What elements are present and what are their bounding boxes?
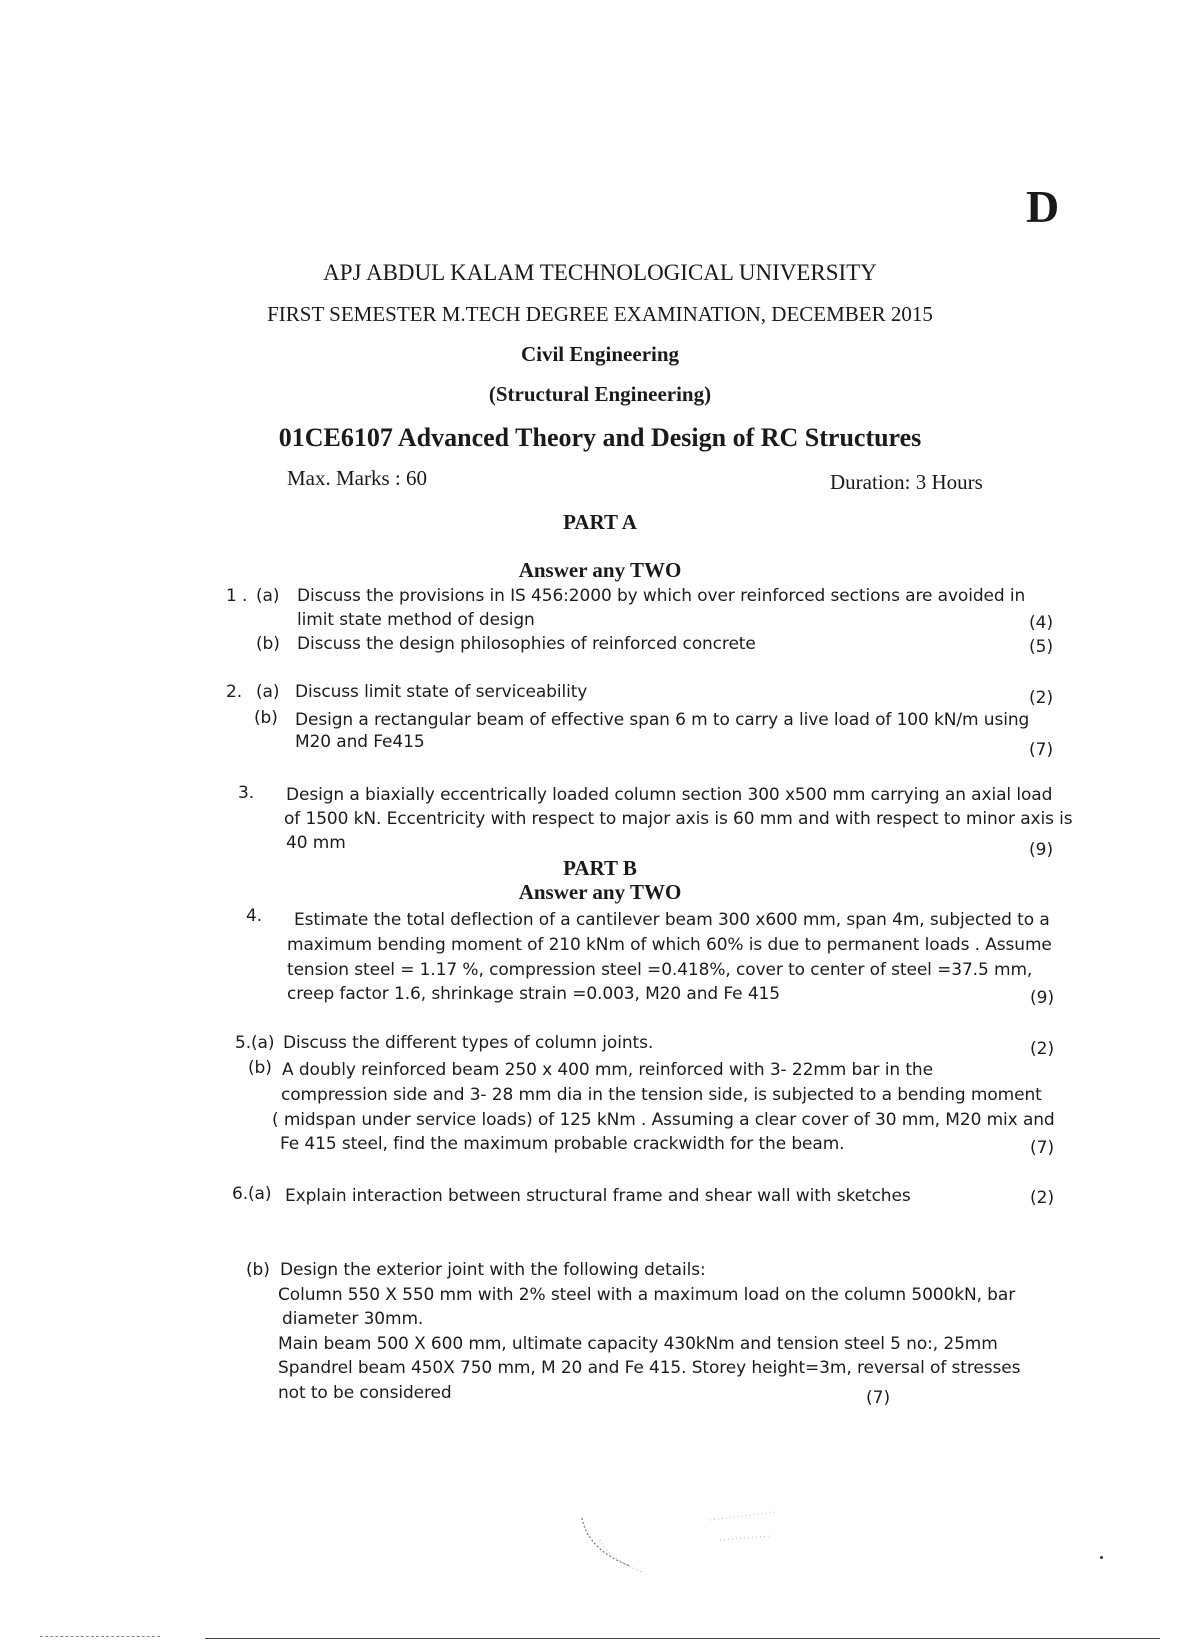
bottom-rule-left — [40, 1636, 160, 1637]
q6-number: 6.(a) — [232, 1184, 272, 1204]
q2a-label: (a) — [256, 682, 280, 702]
q4-text: maximum bending moment of 210 kNm of which 60% is due to permanent loads . Assume — [287, 935, 1052, 955]
q6b-text: diameter 30mm. — [282, 1309, 424, 1329]
q5-number: 5.(a) — [235, 1033, 275, 1053]
q2a-marks: (2) — [1029, 688, 1054, 708]
q5b-text: Fe 415 steel, find the maximum probable crackwidth for the beam. — [280, 1134, 845, 1154]
q4-text: Estimate the total deflection of a cantilever beam 300 x600 mm, span 4m, subjected to a — [294, 910, 1050, 930]
q6b-label: (b) — [246, 1260, 270, 1280]
part-a-instruction: Answer any TWO — [518, 558, 682, 582]
q3-text: Design a biaxially eccentrically loaded column section 300 x500 mm carrying an axial load — [286, 785, 1053, 805]
q1a-marks: (4) — [1029, 613, 1054, 633]
q2-number: 2. — [226, 682, 243, 702]
q5a-text: Discuss the different types of column joints. — [283, 1033, 654, 1053]
q5b-label: (b) — [248, 1058, 272, 1078]
course-title: 01CE6107 Advanced Theory and Design of RC Structures — [278, 423, 922, 452]
q5b-text: A doubly reinforced beam 250 x 400 mm, reinforced with 3- 22mm bar in the — [282, 1060, 933, 1080]
q6b-text: Design the exterior joint with the following details: — [280, 1260, 706, 1280]
q5b-text: compression side and 3- 28 mm dia in the tension side, is subjected to a bending moment — [281, 1085, 1042, 1105]
q1b-label: (b) — [256, 634, 280, 654]
part-b-instruction: Answer any TWO — [518, 880, 682, 904]
exam-title: FIRST SEMESTER M.TECH DEGREE EXAMINATION, DECEMBER 2015 — [267, 302, 933, 326]
university-name: APJ ABDUL KALAM TECHNOLOGICAL UNIVERSITY — [323, 260, 877, 285]
stream: (Structural Engineering) — [488, 382, 712, 406]
q4-number: 4. — [246, 906, 263, 926]
q2a-text: Discuss limit state of serviceability — [295, 682, 588, 702]
q1-number: 1 . — [226, 586, 248, 606]
q2b-label: (b) — [254, 708, 278, 728]
q5b-marks: (7) — [1030, 1138, 1055, 1158]
scan-dot — [1100, 1556, 1103, 1559]
q6a-text: Explain interaction between structural frame and shear wall with sketches — [285, 1186, 911, 1206]
q2b-text: Design a rectangular beam of effective span 6 m to carry a live load of 100 kN/m using — [295, 710, 1030, 730]
q6b-text: Column 550 X 550 mm with 2% steel with a maximum load on the column 5000kN, bar — [278, 1285, 1016, 1305]
max-marks: Max. Marks : 60 — [287, 466, 427, 490]
q4-marks: (9) — [1030, 988, 1055, 1008]
q5a-marks: (2) — [1030, 1039, 1055, 1059]
scan-artifact-marks — [560, 1500, 860, 1580]
q1a-text: limit state method of design — [297, 610, 535, 630]
q1a-label: (a) — [256, 586, 280, 606]
q6b-marks: (7) — [866, 1388, 891, 1408]
branch: Civil Engineering — [520, 342, 680, 366]
q1b-text: Discuss the design philosophies of reinforced concrete — [297, 634, 756, 654]
q3-text: of 1500 kN. Eccentricity with respect to major axis is 60 mm and with respect to minor axis is — [284, 809, 1073, 829]
duration: Duration: 3 Hours — [830, 470, 983, 494]
q1b-marks: (5) — [1029, 637, 1054, 657]
q6b-text: Spandrel beam 450X 750 mm, M 20 and Fe 415. Storey height=3m, reversal of stresses — [278, 1358, 1021, 1378]
q1a-text: Discuss the provisions in IS 456:2000 by which over reinforced sections are avoided in — [297, 586, 1026, 606]
q6b-text: not to be considered — [278, 1383, 452, 1403]
q4-text: creep factor 1.6, shrinkage strain =0.003, M20 and Fe 415 — [287, 984, 780, 1004]
q2b-marks: (7) — [1029, 740, 1054, 760]
q6a-marks: (2) — [1030, 1188, 1055, 1208]
set-code: D — [1026, 181, 1060, 232]
q3-text: 40 mm — [286, 833, 346, 853]
q3-marks: (9) — [1029, 840, 1054, 860]
bottom-rule — [205, 1638, 1160, 1639]
part-a-title: PART A — [563, 510, 637, 534]
q5b-text: ( midspan under service loads) of 125 kNm . Assuming a clear cover of 30 mm, M20 mix and — [272, 1110, 1055, 1130]
q2b-text: M20 and Fe415 — [295, 732, 425, 752]
part-b-title: PART B — [563, 856, 637, 880]
q4-text: tension steel = 1.17 %, compression steel =0.418%, cover to center of steel =37.5 mm, — [287, 960, 1033, 980]
q3-number: 3. — [238, 783, 255, 803]
q6b-text: Main beam 500 X 600 mm, ultimate capacity 430kNm and tension steel 5 no:, 25mm — [278, 1334, 998, 1354]
